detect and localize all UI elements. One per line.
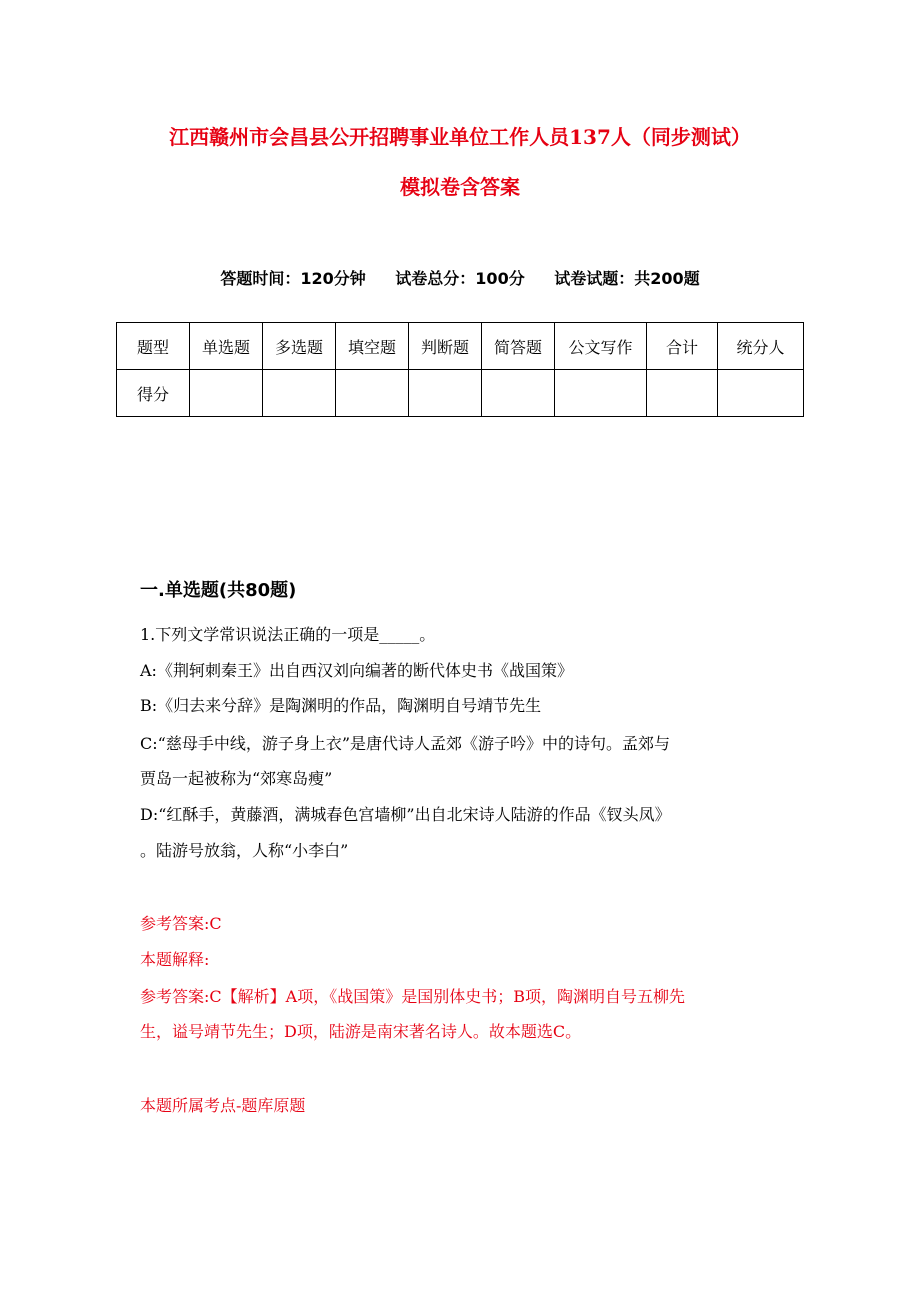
- score-cell: [555, 370, 647, 417]
- score-cell: [647, 370, 718, 417]
- option-a: A:《荆轲刺秦王》出自西汉刘向编著的断代体史书《战国策》: [140, 661, 573, 680]
- header-cell: 合计: [647, 323, 718, 370]
- document-title-line1: 江西赣州市会昌县公开招聘事业单位工作人员137人（同步测试）: [169, 125, 751, 149]
- score-cell: [482, 370, 555, 417]
- score-table: [116, 322, 804, 417]
- exam-time: 答题时间：120分钟: [220, 269, 366, 288]
- header-cell: 题型: [117, 323, 190, 370]
- exam-total-score: 试卷总分：100分: [395, 269, 525, 288]
- option-d-line1: D:“红酥手，黄藤酒，满城春色宫墙柳”出自北宋诗人陆游的作品《钗头凤》: [140, 805, 671, 824]
- question-stem: 1.下列文学常识说法正确的一项是_____。: [140, 625, 436, 644]
- header-cell: 判断题: [409, 323, 482, 370]
- question-source: 本题所属考点-题库原题: [140, 1096, 306, 1115]
- answer-text: 参考答案:C: [140, 914, 222, 933]
- header-cell: 简答题: [482, 323, 555, 370]
- option-d-line2: 。陆游号放翁，人称“小李白”: [140, 841, 349, 860]
- header-cell: 单选题: [190, 323, 263, 370]
- header-cell: 多选题: [263, 323, 336, 370]
- header-cell: 统分人: [718, 323, 804, 370]
- score-cell: [190, 370, 263, 417]
- document-title-line2: 模拟卷含答案: [400, 175, 520, 199]
- score-table-score-row: [117, 370, 804, 417]
- exam-meta: [0, 266, 920, 289]
- explanation-line2: 生，谥号靖节先生；D项，陆游是南宋著名诗人。故本题选C。: [140, 1022, 582, 1041]
- score-cell: [409, 370, 482, 417]
- score-cell: [718, 370, 804, 417]
- score-cell: [336, 370, 409, 417]
- score-cell: [263, 370, 336, 417]
- option-c-line2: 贾岛一起被称为“郊寒岛瘦”: [140, 769, 333, 788]
- explanation-line1: 参考答案:C【解析】A项，《战国策》是国别体史书；B项，陶渊明自号五柳先: [140, 987, 685, 1006]
- row-label-cell: 得分: [117, 370, 190, 417]
- explanation-label: 本题解释:: [140, 950, 210, 969]
- option-b: B:《归去来兮辞》是陶渊明的作品，陶渊明自号靖节先生: [140, 696, 542, 715]
- exam-question-count: 试卷试题：共200题: [554, 269, 700, 288]
- section-heading: 一.单选题(共80题): [140, 580, 297, 601]
- header-cell: 公文写作: [555, 323, 647, 370]
- option-c-line1: C:“慈母手中线，游子身上衣”是唐代诗人孟郊《游子吟》中的诗句。孟郊与: [140, 734, 670, 753]
- score-table-header-row: [117, 323, 804, 370]
- header-cell: 填空题: [336, 323, 409, 370]
